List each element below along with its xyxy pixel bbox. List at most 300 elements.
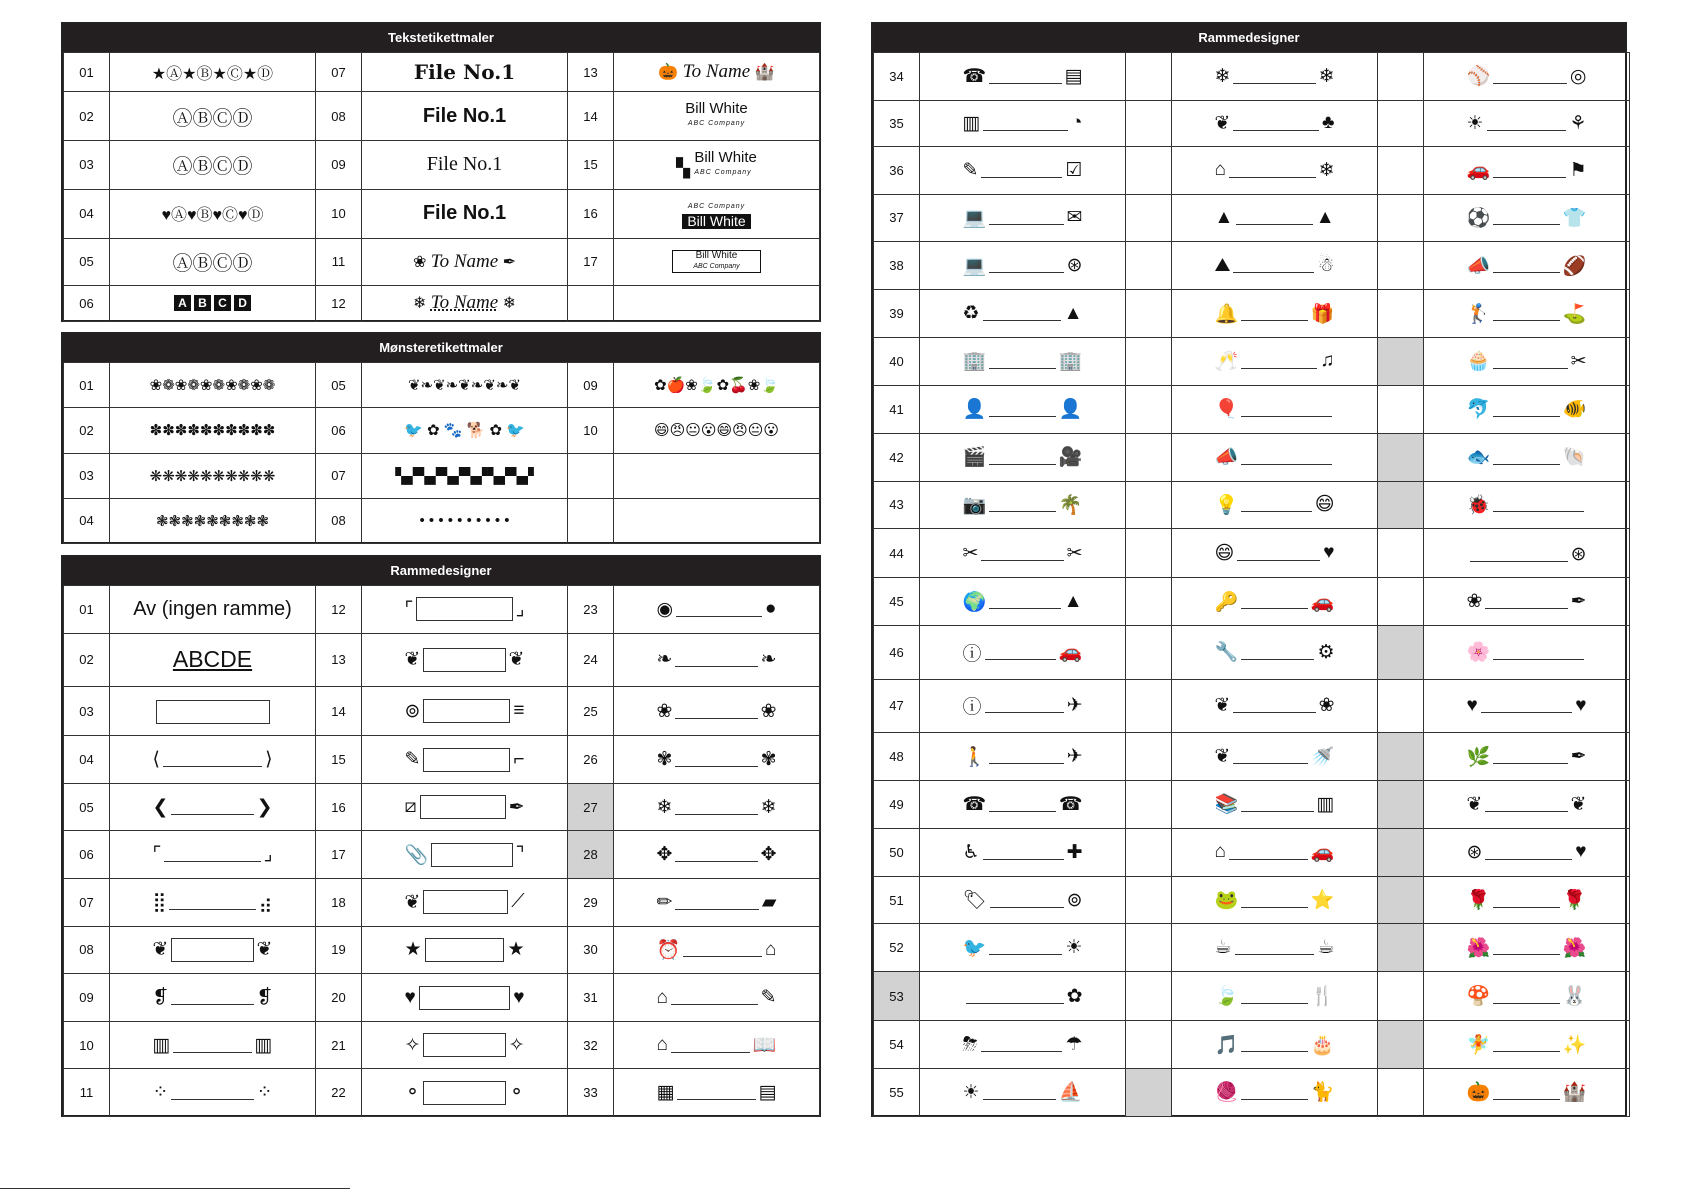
table-row: [874, 1068, 1630, 1116]
frame-left-icon: 📣: [1214, 447, 1239, 469]
frame-right-icon: ✿: [1066, 986, 1083, 1008]
frame-number: 04: [64, 736, 110, 784]
frame-sample: [1172, 290, 1378, 338]
frame-left-icon: 📚: [1214, 794, 1239, 816]
frame-left-icon: ☕: [1214, 937, 1232, 959]
frame-line: [1493, 69, 1567, 84]
frame-right-icon: ☑: [1065, 159, 1083, 181]
frame-left-icon: ❦: [1214, 695, 1231, 717]
sample-subtext: ABC Company: [687, 120, 746, 128]
frame-sample: [1172, 578, 1378, 626]
frame-right-icon: 🐈: [1310, 1082, 1335, 1104]
frame-number: 29: [568, 879, 614, 927]
frame-left-icon: ❧: [656, 649, 673, 671]
template-number: 03: [64, 141, 110, 190]
frame-left-icon: ☀: [1466, 112, 1484, 134]
frame-sample: [1424, 194, 1630, 242]
frame-left-icon: 🐞: [1466, 494, 1491, 516]
frame-line: [983, 306, 1061, 321]
frame-right-icon: ❄: [760, 796, 777, 818]
frame-line: [989, 354, 1056, 369]
frame-sample: [1172, 626, 1378, 680]
frame-right-icon: 🚿: [1310, 746, 1335, 768]
frame-left-icon: 📣: [1466, 255, 1491, 277]
blank-cell: [1378, 733, 1424, 781]
frame-line: [425, 938, 505, 962]
frame-line: [423, 1081, 505, 1105]
frame-sample: [920, 924, 1126, 972]
frame-line: [164, 847, 260, 862]
frame-right-icon: 👤: [1058, 399, 1083, 421]
frame-line: [983, 1085, 1056, 1100]
frame-left-icon: 🐬: [1466, 399, 1491, 421]
template-sample: [110, 53, 316, 92]
pattern-templates-table: [61, 332, 821, 544]
frame-left-icon: ✥: [656, 844, 673, 866]
template-number: 09: [568, 363, 614, 408]
frame-line: [1493, 210, 1560, 225]
frame-left-icon: ✾: [656, 749, 673, 771]
frame-left-icon: ⣿: [152, 891, 167, 913]
frame-right-icon: ⚙: [1317, 641, 1335, 663]
sample-text: To Name: [430, 250, 499, 272]
frame-left-icon: 🎃: [1466, 1082, 1491, 1104]
frame-line: [1485, 594, 1567, 609]
frame-right-icon: 🍴: [1310, 986, 1335, 1008]
table-row: [874, 972, 1630, 1021]
frame-sample: [1424, 481, 1630, 529]
frame-left-icon: ★: [404, 939, 422, 961]
frame-number: 22: [316, 1069, 362, 1117]
frame-left-icon: ❀: [1466, 591, 1483, 613]
frame-right-icon: ☃: [1317, 255, 1335, 277]
frame-sample: [1172, 1021, 1378, 1069]
table-row: [874, 146, 1630, 194]
table-row: [874, 679, 1630, 733]
template-number: 08: [316, 92, 362, 141]
frame-sample: [1424, 924, 1630, 972]
frame-sample: [1424, 972, 1630, 1021]
template-sample: [110, 141, 316, 190]
frame-sample: [1172, 385, 1378, 433]
frame-right-icon: ★: [507, 939, 525, 961]
frame-left-icon: ♥: [1466, 694, 1478, 716]
frame-left-icon: 🍄: [1466, 986, 1491, 1008]
frame-number: 28: [568, 831, 614, 879]
blank-cell: [1378, 626, 1424, 680]
template-number: 16: [568, 189, 614, 238]
template-number: 12: [316, 285, 362, 321]
frame-right-icon: ✧: [508, 1034, 525, 1056]
frame-line: [1485, 797, 1567, 812]
frame-right-icon: ☎: [1058, 793, 1083, 815]
frame-left-icon: ❮: [152, 796, 169, 818]
frame-sample: [1424, 876, 1630, 924]
frame-sample: [362, 1021, 568, 1069]
frame-line: [1241, 450, 1331, 465]
frame-left-icon: 🐦: [962, 937, 987, 959]
blank-cell: [1378, 529, 1424, 578]
template-number: 05: [316, 363, 362, 408]
frame-line: [1229, 163, 1316, 178]
frame-line: [1241, 1037, 1308, 1052]
frame-sample: [1172, 53, 1378, 101]
frame-right-icon: ▰: [761, 891, 777, 913]
frame-number: 51: [874, 876, 920, 924]
frame-sample: [1172, 433, 1378, 481]
frame-line: [989, 594, 1061, 609]
sample-text: File No.1: [422, 104, 507, 127]
frame-sample: [110, 586, 316, 634]
frame-right-icon: ❧: [760, 649, 777, 671]
table-row: [874, 194, 1630, 242]
frame-sample: [920, 578, 1126, 626]
blank-cell: [1126, 876, 1172, 924]
template-sample: [614, 189, 820, 238]
frame-right-icon: 🌴: [1058, 494, 1083, 516]
pen-icon: ✒: [502, 253, 517, 271]
frame-left-icon: ❦: [1214, 112, 1231, 134]
frame-sample: [362, 736, 568, 784]
frame-sample: [920, 876, 1126, 924]
frame-line: [1241, 306, 1308, 321]
sample-subtext: ABC Company: [694, 168, 752, 176]
blank-cell: [1378, 146, 1424, 194]
blank-cell: [1126, 578, 1172, 626]
frame-right-icon: ≡: [513, 700, 525, 722]
frame-sample: [1424, 780, 1630, 828]
frame-label: ABCDE: [172, 646, 253, 673]
blank-cell: [1126, 146, 1172, 194]
frame-sample: [920, 1021, 1126, 1069]
frame-number: 40: [874, 338, 920, 386]
table-row: [874, 338, 1630, 386]
frame-number: 07: [64, 879, 110, 927]
star-letters-icon: ★Ⓐ★Ⓑ★Ⓒ★Ⓓ: [151, 65, 274, 83]
frame-sample: [1424, 385, 1630, 433]
frame-left-icon: ⌜: [404, 598, 414, 620]
frame-right-icon: ◎: [1569, 65, 1587, 87]
frame-line: [989, 497, 1056, 512]
frame-number: 10: [64, 1021, 110, 1069]
table-row: [64, 238, 820, 285]
frame-sample: [920, 1068, 1126, 1116]
sample-text: Bill White: [695, 250, 738, 262]
frame-right-icon: ⁘: [256, 1082, 273, 1104]
square-letters-icon: A B C D: [174, 295, 251, 311]
frame-sample: [362, 1069, 568, 1117]
table-row: [874, 578, 1630, 626]
template-number: 02: [64, 92, 110, 141]
frame-right-icon: ♥: [1323, 542, 1335, 564]
template-number: 10: [568, 408, 614, 453]
frame-sample: [1424, 679, 1630, 733]
blank-cell: [1126, 194, 1172, 242]
frame-sample: [614, 926, 820, 974]
frame-sample: [614, 879, 820, 927]
frame-line: [1493, 1037, 1560, 1052]
frame-right-icon: 🏰: [1562, 1082, 1587, 1104]
frame-sample: [614, 1021, 820, 1069]
frame-right-icon: ❦: [1570, 793, 1587, 815]
frame-line: [989, 749, 1063, 764]
frame-left-icon: 🌺: [1466, 937, 1491, 959]
frame-line: [431, 843, 512, 867]
frame-number: 54: [874, 1021, 920, 1069]
frame-sample: [920, 290, 1126, 338]
frame-number: 08: [64, 926, 110, 974]
frame-number: 31: [568, 974, 614, 1022]
table-row: [874, 290, 1630, 338]
frame-right-icon: ❡: [256, 987, 273, 1008]
frame-designs-right-title: Rammedesigner: [873, 24, 1625, 52]
frame-left-icon: ⌂: [656, 986, 668, 1008]
table-row: [64, 831, 820, 879]
frame-sample: [920, 972, 1126, 1021]
frame-left-icon: ▥: [962, 112, 981, 134]
frame-right-icon: ▥: [1316, 793, 1335, 815]
frame-line: [171, 938, 253, 962]
frame-number: 39: [874, 290, 920, 338]
frame-number: 47: [874, 679, 920, 733]
frame-right-icon: ☀: [1065, 937, 1083, 959]
frame-number: 48: [874, 733, 920, 781]
blank-cell: [1378, 338, 1424, 386]
frame-line: [1229, 845, 1308, 860]
frame-number: 37: [874, 194, 920, 242]
page-bottom-rule: [0, 1188, 350, 1189]
frame-sample: [920, 481, 1126, 529]
frame-sample: [1172, 828, 1378, 876]
frame-right-icon: ⊚: [1066, 889, 1083, 911]
frame-designs-right-table: [871, 22, 1627, 1117]
blank-cell: [1126, 1068, 1172, 1116]
template-sample: [110, 189, 316, 238]
blank-cell: [1126, 733, 1172, 781]
frame-line: [1485, 845, 1572, 860]
table-row: [874, 53, 1630, 101]
frame-left-icon: 🐸: [1214, 890, 1239, 912]
table-row: [874, 876, 1630, 924]
template-number: 06: [64, 285, 110, 321]
frame-left-icon: ⓘ: [962, 697, 982, 719]
frame-right-icon: ⚬: [508, 1082, 525, 1104]
frame-number: 05: [64, 783, 110, 831]
frame-sample: [614, 783, 820, 831]
frame-number: 16: [316, 783, 362, 831]
snowflake-icon: ❄: [502, 295, 517, 313]
frame-line: [1493, 749, 1567, 764]
snowflake-icon: ❄: [412, 295, 427, 313]
frame-line: [423, 699, 510, 723]
blank-cell: [1126, 242, 1172, 290]
blank-cell: [1378, 242, 1424, 290]
table-row: [874, 780, 1630, 828]
frame-right-icon: ⌂: [765, 938, 777, 960]
template-number: 06: [316, 408, 362, 453]
frame-right-icon: ✈: [1066, 695, 1083, 717]
frame-number: 14: [316, 686, 362, 735]
frame-left-icon: ❦: [1214, 746, 1231, 768]
frame-number: 15: [316, 736, 362, 784]
fruit-pattern-icon: ✿🍎❀🍃✿🍒❀🍃: [614, 363, 820, 408]
frame-right-icon: ⊛: [1570, 543, 1587, 565]
frame-left-icon: ⛰: [1214, 254, 1231, 276]
frame-number: 26: [568, 736, 614, 784]
frame-line: [1493, 940, 1560, 955]
frame-line: [1493, 163, 1566, 178]
table-row: [64, 879, 820, 927]
blank-cell: [1378, 876, 1424, 924]
table-row: [874, 242, 1630, 290]
frame-left-icon: ❄: [1214, 65, 1231, 87]
frame-number: 49: [874, 780, 920, 828]
blank-cell: [1378, 194, 1424, 242]
frame-left-icon: ♿: [962, 841, 980, 863]
template-sample: [362, 238, 568, 285]
frame-sample: [362, 586, 568, 634]
blank-cell: [1126, 529, 1172, 578]
frame-left-icon: 🐟: [1466, 447, 1491, 469]
blank-cell: [1126, 481, 1172, 529]
frame-right-icon: 🌹: [1562, 890, 1587, 912]
frame-line: [1241, 354, 1317, 369]
frame-line: [423, 890, 508, 914]
frame-sample: [110, 736, 316, 784]
faces-pattern-icon: 😄😠😐😮😄😠😐😮: [614, 408, 820, 453]
frame-left-icon: ❦: [404, 649, 421, 671]
frame-left-icon: ♻: [962, 303, 980, 325]
template-sample: [614, 498, 820, 543]
blank-cell: [1378, 780, 1424, 828]
table-row: [64, 736, 820, 784]
frame-right-icon: ❀: [760, 700, 777, 722]
frame-sample: [110, 1069, 316, 1117]
frame-number: 52: [874, 924, 920, 972]
frame-sample: [614, 736, 820, 784]
flower-icon: ❀: [412, 253, 427, 271]
sample-text: File No.1: [413, 60, 516, 85]
frame-right-icon: ✎: [760, 987, 777, 1008]
houndstooth-pattern-icon: ▚▞▚▞▚▞▚▞▚▞▚▞: [362, 453, 568, 498]
frame-sample: [1424, 529, 1630, 578]
frame-right-icon: 😄: [1314, 494, 1335, 516]
sample-text: File No.1: [426, 153, 503, 176]
template-number: [568, 498, 614, 543]
frame-line: [966, 989, 1064, 1004]
frame-left-icon: ⧄: [404, 796, 417, 818]
frame-line: [989, 210, 1063, 225]
table-row: [64, 974, 820, 1022]
template-sample: [362, 141, 568, 190]
frame-left-icon: ⊛: [1466, 841, 1483, 863]
frame-sample: [1172, 924, 1378, 972]
frame-line: [1233, 698, 1315, 713]
template-number: 04: [64, 498, 110, 543]
frame-line: [171, 1085, 253, 1100]
frame-right-icon: ⭐: [1310, 890, 1335, 912]
carriage-icon: 🎃: [658, 64, 679, 82]
template-number: [568, 285, 614, 321]
table-row: [64, 141, 820, 190]
template-sample: [614, 238, 820, 285]
template-number: 14: [568, 92, 614, 141]
frame-line: [1233, 116, 1319, 131]
frame-line: [1237, 546, 1320, 561]
frame-sample: [614, 633, 820, 686]
template-sample: [614, 141, 820, 190]
frame-right-icon: ❯: [256, 796, 273, 818]
frame-number: 34: [874, 53, 920, 101]
frame-sample: [362, 686, 568, 735]
template-sample: [110, 92, 316, 141]
sample-text: Bill White: [685, 100, 748, 118]
frame-line: [1233, 749, 1307, 764]
blank-cell: [1378, 578, 1424, 626]
blank-cell: [1126, 828, 1172, 876]
frame-left-icon: 💻: [962, 255, 987, 277]
frame-line: [173, 1038, 251, 1053]
template-sample: [110, 238, 316, 285]
frame-line: [989, 940, 1062, 955]
frame-sample: [920, 780, 1126, 828]
table-row: [874, 529, 1630, 578]
frame-line: [1241, 893, 1308, 908]
frame-left-icon: ⚽: [1466, 207, 1491, 229]
frame-right-icon: ⌐: [513, 748, 525, 770]
frame-left-icon: ⌂: [656, 1034, 668, 1056]
frame-line: [1241, 645, 1314, 660]
frame-right-icon: ⌟: [515, 598, 525, 620]
frame-sample: [614, 686, 820, 735]
template-number: 15: [568, 141, 614, 190]
frame-line: [675, 800, 757, 815]
frame-line: [171, 990, 253, 1005]
table-row: [64, 1021, 820, 1069]
frame-sample: [614, 974, 820, 1022]
frame-number: 35: [874, 100, 920, 146]
template-number: 05: [64, 238, 110, 285]
frame-right-icon: ⌝: [515, 844, 525, 866]
frame-left-icon: 🏢: [962, 351, 987, 373]
frame-right-icon: 🌺: [1562, 937, 1587, 959]
frame-line: [1241, 402, 1331, 417]
frame-sample: [1424, 433, 1630, 481]
frame-right-icon: ☕: [1317, 937, 1335, 959]
frame-left-icon: ☀: [962, 1081, 980, 1103]
frame-left-icon: ⚾: [1466, 66, 1491, 88]
frame-line: [683, 942, 762, 957]
table-row: [64, 53, 820, 92]
frame-line: [989, 450, 1056, 465]
frame-sample: [110, 926, 316, 974]
frame-line: [1493, 497, 1583, 512]
table-row: [64, 408, 820, 453]
frame-number: 24: [568, 633, 614, 686]
frame-left-icon: 🌍: [962, 591, 987, 613]
frame-right-icon: ♥: [1575, 694, 1587, 716]
frame-line: [1493, 450, 1560, 465]
frame-right-icon: 🐠: [1562, 399, 1587, 421]
frame-left-icon: ⌂: [1214, 841, 1226, 863]
sample-subtext: ABC Company: [693, 263, 740, 271]
frame-line: [1493, 989, 1560, 1004]
frame-right-icon: ◔: [1071, 112, 1083, 134]
frame-left-icon: ⓘ: [962, 643, 982, 665]
template-number: 01: [64, 53, 110, 92]
table-row: [64, 92, 820, 141]
frame-sample: [362, 974, 568, 1022]
